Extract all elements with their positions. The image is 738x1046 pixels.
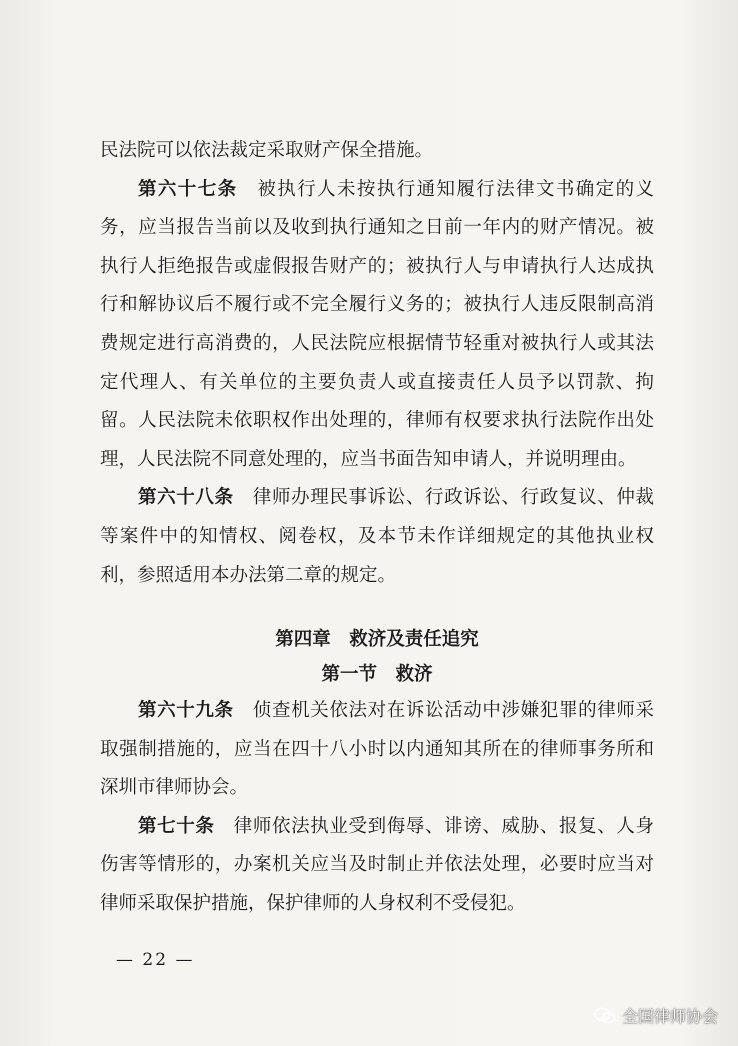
article-70 <box>100 808 654 924</box>
article-label: 第六十八条 <box>138 487 234 509</box>
article-68 <box>100 479 654 595</box>
article-label: 第六十七条 <box>138 178 238 200</box>
watermark <box>594 1004 718 1027</box>
section-title: 第一节 救济 <box>321 664 433 685</box>
article-label: 第六十九条 <box>138 700 234 721</box>
watermark-text: 全国律师协会 <box>621 1007 718 1026</box>
intro-line: 民法院可以依法裁定采取财产保全措施。 <box>100 140 434 161</box>
article-69 <box>100 692 654 808</box>
article-67 <box>100 171 654 480</box>
article-text: 律师依法执业受到侮辱、诽谤、威胁、报复、人身伤害等情形的，办案机关应当及时制止并依法处理，必要时应当对律师采取保护措施，保护律师的人身权利不受侵犯。 <box>100 815 654 914</box>
page-number: — 22 — <box>116 950 195 970</box>
article-text: 被执行人未按执行通知履行法律文书确定的义务，应当报告当前以及收到执行通知之日前一年内的财产情况。被执行人拒绝报告或虚假报告财产的；被执行人与申请执行人达成执行和解协议后不履行或不完全履行义务的；被执行人违反限制高消费规定进行高消费的，人民法院应根据情节轻重对被执行人或其法定代理人、有关单位的主要负责人或直接责任人员予以罚款、拘留。人民法院未依职权作出处理的，律师有权要求执行法院作出处理，人民法院不同意处理的，应当书面告知申请人，并说明理由。 <box>100 178 654 470</box>
article-label: 第七十条 <box>138 815 215 837</box>
wechat-icon <box>594 1007 616 1025</box>
article-text: 侦查机关依法对在诉讼活动中涉嫌犯罪的律师采取强制措施的，应当在四十八小时以内通知其所在的律师事务所和深圳市律师协会。 <box>100 700 654 799</box>
article-text: 律师办理民事诉讼、行政诉讼、行政复议、仲裁等案件中的知情权、阅卷权，及本节未作详细规定的其他执业权利，参照适用本办法第二章的规定。 <box>100 487 654 586</box>
chapter-title: 第四章 救济及责任追究 <box>275 629 479 650</box>
document-body-top <box>100 132 654 595</box>
document-body-bottom <box>100 692 654 924</box>
